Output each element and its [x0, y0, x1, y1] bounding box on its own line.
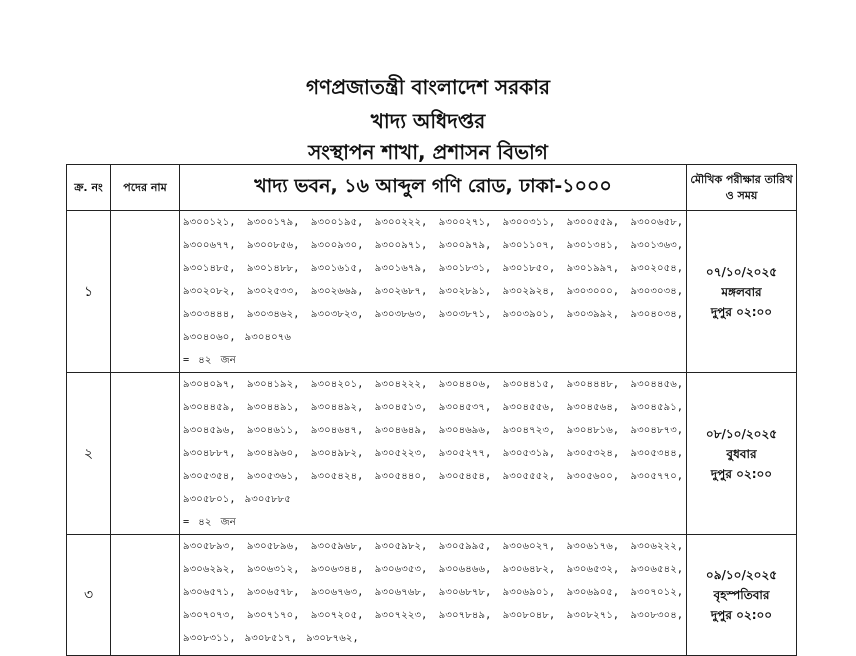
datetime-cell	[687, 373, 797, 535]
table-row	[67, 373, 797, 535]
roll-numbers-cell	[180, 373, 687, 535]
table-row	[67, 211, 797, 373]
govt-title: গণপ্রজাতন্ত্রী বাংলাদেশ সরকার	[306, 75, 550, 99]
address-header: খাদ্য ভবন, ১৬ আব্দুল গণি রোড, ঢাকা-১০০০	[180, 165, 687, 211]
roll-numbers-cell	[180, 535, 687, 656]
serial-cell: ৩	[67, 535, 111, 656]
datetime-cell	[687, 211, 797, 373]
roll-numbers: ৯৩০৫৮৯৩, ৯৩০৫৮৯৬, ৯৩০৫৯৬৮, ৯৩০৫৯৮২, ৯৩০৫৯৯৫, ৯৩০৬০২৭, ৯৩০৬১৭৬, ৯৩০৬২২২, ৯৩০৬২৯২, ৯৩০৬৩১২, ৯৩০৬৩৪৪, ৯৩০৬৩৫৩, ৯৩০৬৪৬৬, ৯৩০৬৪৮২, ৯৩০৬৫৩২, ৯৩০৬৫৪২, ৯৩০৬৫৭১, ৯৩০৬৫৭৮, ৯৩০৬৭৬৩, ৯৩০৬৭৬৮, ৯৩০৬৮৭৮, ৯৩০৬৯০১, ৯৩০৬৯০৫, ৯৩০৭০১২, ৯৩০৭০৭৩, ৯৩০৭১৭০, ৯৩০৭২০৫, ৯৩০৭২২৩, ৯৩০৭৮৪৯, ৯৩০৮০৪৮, ৯৩০৮২৭১, ৯৩০৮৩০৪, ৯৩০৮৩১১, ৯৩০৮৫১৭, ৯৩০৮৭৬২,	[183, 541, 683, 644]
roll-numbers: ৯৩০০১২১, ৯৩০০১৭৯, ৯৩০০১৯৫, ৯৩০০২২২, ৯৩০০২৭১, ৯৩০০৩১১, ৯৩০০৫৫৯, ৯৩০০৬৫৮, ৯৩০০৬৭৭, ৯৩০০৮৫৬, ৯৩০০৯৩০, ৯৩০০৯৭১, ৯৩০০৯৭৯, ৯৩০১১০৭, ৯৩০১৩৪১, ৯৩০১৩৬৩, ৯৩০১৪৮৫, ৯৩০১৪৮৮, ৯৩০১৬১৫, ৯৩০১৬৭৯, ৯৩০১৮৩১, ৯৩০১৮৫০, ৯৩০১৯৯৭, ৯৩০২০৫৪, ৯৩০২০৮২, ৯৩০২৫৩৩, ৯৩০২৬৬৯, ৯৩০২৬৮৭, ৯৩০২৮৯১, ৯৩০২৯২৪, ৯৩০৩০০০, ৯৩০৩০৩৪, ৯৩০৩৪৪৪, ৯৩০৩৪৬২, ৯৩০৩৮২৩, ৯৩০৩৮৬৩, ৯৩০৩৮৭১, ৯৩০৩৯০১, ৯৩০৩৯৯২, ৯৩০৪০৩৪, ৯৩০৪০৬০, ৯৩০৪০৭৬	[183, 217, 683, 343]
roll-numbers: ৯৩০৪০৯৭, ৯৩০৪১৯২, ৯৩০৪২০১, ৯৩০৪২২২, ৯৩০৪৪০৬, ৯৩০৪৪১৫, ৯৩০৪৪৪৮, ৯৩০৪৪৫৬, ৯৩০৪৪৫৯, ৯৩০৪৪৯১, ৯৩০৪৪৯২, ৯৩০৪৫১৩, ৯৩০৪৫৩৭, ৯৩০৪৫৫৬, ৯৩০৪৫৬৪, ৯৩০৪৫৯১, ৯৩০৪৫৯৬, ৯৩০৪৬১১, ৯৩০৪৬৪৭, ৯৩০৪৬৪৯, ৯৩০৪৬৯৬, ৯৩০৪৭২৩, ৯৩০৪৮১৬, ৯৩০৪৮৭৩, ৯৩০৪৮৮৭, ৯৩০৪৯৬০, ৯৩০৪৯৮২, ৯৩০৫২২৩, ৯৩০৫২৭৭, ৯৩০৫৩১৯, ৯৩০৫৩২৪, ৯৩০৫৩৪৪, ৯৩০৫৩৫৪, ৯৩০৫৩৬১, ৯৩০৫৪২৪, ৯৩০৫৪৪০, ৯৩০৫৪৫৪, ৯৩০৫৫৫২, ৯৩০৫৬০০, ৯৩০৫৭৭০, ৯৩০৫৮০১, ৯৩০৫৮৮৫	[183, 379, 683, 505]
viva-time: দুপুর ০২:০০	[710, 466, 773, 481]
table-header-row	[67, 165, 797, 211]
post-cell	[111, 373, 180, 535]
datetime-cell	[687, 535, 797, 656]
col-datetime-header: মৌখিক পরীক্ষার তারিখ ও সময়	[687, 165, 797, 211]
viva-day: বৃহস্পতিবার	[713, 588, 770, 602]
department-title: খাদ্য অধিদপ্তর	[370, 109, 486, 133]
post-cell	[111, 535, 180, 656]
post-cell	[111, 211, 180, 373]
serial-cell: ২	[67, 373, 111, 535]
candidate-count: = ৪২ জন	[183, 355, 236, 366]
viva-time: দুপুর ০২:০০	[710, 608, 773, 622]
serial-cell: ১	[67, 211, 111, 373]
viva-day: বুধবার	[726, 446, 757, 461]
viva-day: মঙ্গলবার	[721, 284, 762, 299]
viva-date: ০৮/১০/২০২৫	[705, 426, 778, 441]
candidate-count: = ৪২ জন	[183, 517, 236, 528]
roll-numbers-cell	[180, 211, 687, 373]
section-title: সংস্থাপন শাখা, প্রশাসন বিভাগ	[308, 140, 548, 164]
viva-date: ০৭/১০/২০২৫	[705, 264, 778, 279]
table-row	[67, 535, 797, 656]
viva-date: ০৯/১০/২০২৫	[705, 568, 778, 582]
viva-schedule-table	[66, 164, 797, 656]
col-serial-header: ক্র. নং	[67, 165, 111, 211]
viva-time: দুপুর ০২:০০	[710, 304, 773, 319]
col-post-header: পদের নাম	[111, 165, 180, 211]
